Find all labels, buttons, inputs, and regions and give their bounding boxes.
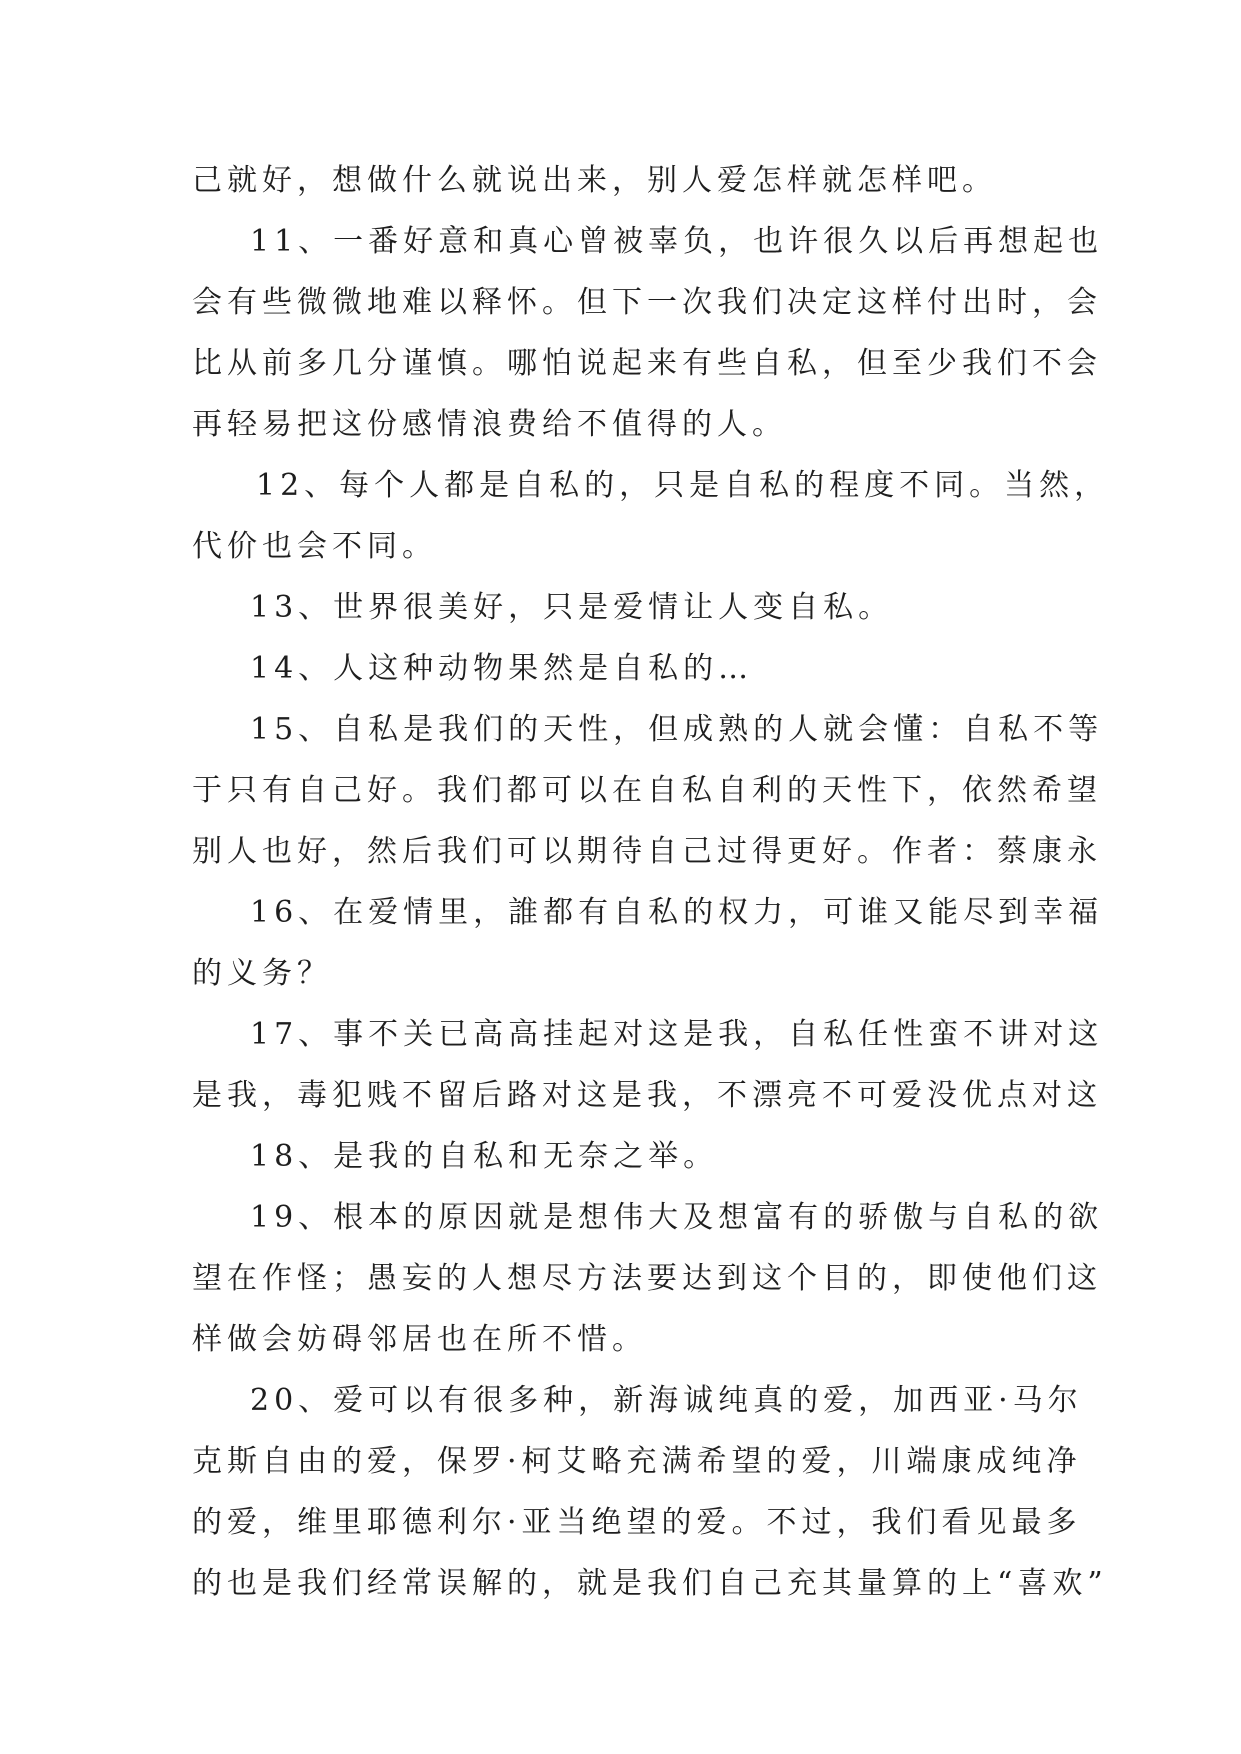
- text-line: 19、根本的原因就是想伟大及想富有的骄傲与自私的欲: [250, 1200, 1104, 1235]
- text-line: 14、人这种动物果然是自私的…: [250, 651, 754, 686]
- text-line: 代价也会不同。: [192, 529, 437, 564]
- text-line: 18、是我的自私和无奈之举。: [250, 1139, 719, 1174]
- text-line: 己就好，想做什么就说出来，别人爱怎样就怎样吧。: [192, 163, 997, 198]
- text-line: 别人也好，然后我们可以期待自己过得更好。作者：蔡康永: [192, 834, 1102, 869]
- text-line: 再轻易把这份感情浪费给不值得的人。: [192, 407, 787, 442]
- text-line: 的也是我们经常误解的，就是我们自己充其量算的上“喜欢”: [192, 1566, 1108, 1601]
- text-line: 比从前多几分谨慎。哪怕说起来有些自私，但至少我们不会: [192, 346, 1102, 381]
- text-line: 会有些微微地难以释怀。但下一次我们决定这样付出时，会: [192, 285, 1102, 320]
- text-line: 12、每个人都是自私的，只是自私的程度不同。当然，: [256, 468, 1110, 503]
- text-line: 望在作怪；愚妄的人想尽方法要达到这个目的，即使他们这: [192, 1261, 1102, 1296]
- text-line: 的义务？: [192, 956, 332, 991]
- text-line: 16、在爱情里，誰都有自私的权力，可谁又能尽到幸福: [250, 895, 1104, 930]
- text-line: 15、自私是我们的天性，但成熟的人就会懂：自私不等: [250, 712, 1104, 747]
- text-line: 克斯自由的爱，保罗·柯艾略充满希望的爱，川端康成纯净: [192, 1444, 1082, 1479]
- text-line: 17、事不关已高高挂起对这是我，自私任性蛮不讲对这: [250, 1017, 1104, 1052]
- text-line: 的爱，维里耶德利尔·亚当绝望的爱。不过，我们看见最多: [192, 1505, 1082, 1540]
- text-line: 13、世界很美好，只是爱情让人变自私。: [250, 590, 894, 625]
- text-line: 11、一番好意和真心曾被辜负，也许很久以后再想起也: [250, 224, 1104, 259]
- text-line: 是我，毒犯贱不留后路对这是我，不漂亮不可爱没优点对这: [192, 1078, 1102, 1113]
- text-line: 于只有自己好。我们都可以在自私自利的天性下，依然希望: [192, 773, 1102, 808]
- text-line: 20、爱可以有很多种，新海诚纯真的爱，加西亚·马尔: [250, 1383, 1083, 1418]
- text-line: 样做会妨碍邻居也在所不惜。: [192, 1322, 647, 1357]
